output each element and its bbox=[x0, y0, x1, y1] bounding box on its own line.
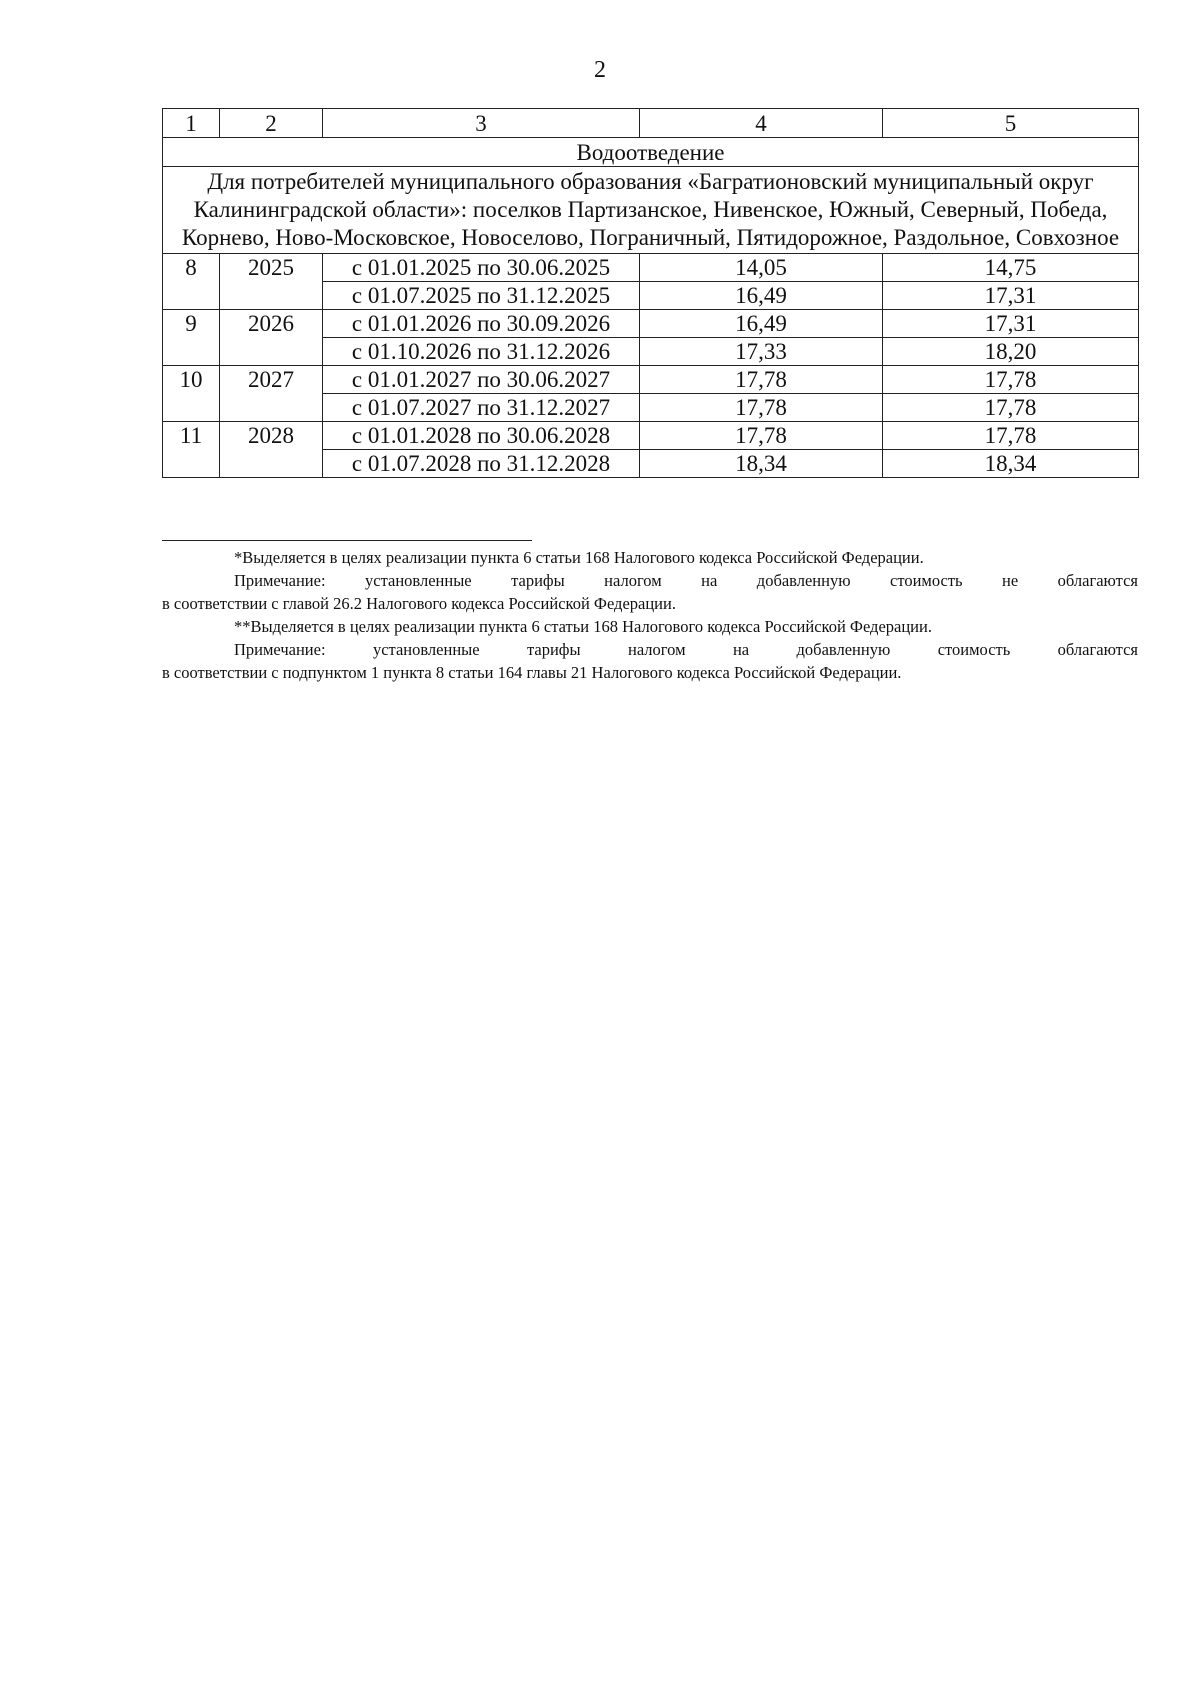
table-row bbox=[163, 422, 1139, 450]
table-row bbox=[163, 310, 1139, 338]
tariff-col5: 17,31 bbox=[883, 282, 1139, 310]
tariff-col5: 18,34 bbox=[883, 450, 1139, 478]
footnote-single-asterisk: *Выделяется в целях реализации пункта 6 статьи 168 Налогового кодекса Российской Федерации. bbox=[234, 548, 924, 567]
page-number: 2 bbox=[594, 57, 606, 83]
year-cell: 2027 bbox=[220, 366, 323, 422]
tariff-table bbox=[162, 108, 1139, 478]
year-cell: 2026 bbox=[220, 310, 323, 366]
section-title: Водоотведение bbox=[163, 138, 1139, 167]
consumer-description: Для потребителей муниципального образования «Багратионовский муниципальный округ Калининградской области»: поселков Партизанское, Нивенское, Южный, Северный, Победа, Корнево, Ново-Московское, Новоселово, Пограничный, Пятидорожное, Раздольное, Совхозное bbox=[163, 167, 1139, 254]
column-header: 4 bbox=[640, 109, 883, 138]
row-number: 10 bbox=[163, 366, 220, 422]
column-number-row bbox=[163, 109, 1139, 138]
column-header: 3 bbox=[323, 109, 640, 138]
column-header: 5 bbox=[883, 109, 1139, 138]
tariff-col4: 17,78 bbox=[640, 422, 883, 450]
column-header: 1 bbox=[163, 109, 220, 138]
tariff-col4: 14,05 bbox=[640, 254, 883, 282]
tariff-col5: 17,78 bbox=[883, 394, 1139, 422]
tariff-col4: 16,49 bbox=[640, 282, 883, 310]
remark-line: в соответствии с главой 26.2 Налогового кодекса Российской Федерации. bbox=[162, 594, 676, 613]
period-cell: с 01.01.2028 по 30.06.2028 bbox=[323, 422, 640, 450]
period-cell: с 01.01.2027 по 30.06.2027 bbox=[323, 366, 640, 394]
period-cell: с 01.01.2025 по 30.06.2025 bbox=[323, 254, 640, 282]
period-cell: с 01.01.2026 по 30.09.2026 bbox=[323, 310, 640, 338]
remark-line: Примечание: установленные тарифы налогом на добавленную стоимость облагаются bbox=[234, 640, 1138, 659]
row-number: 9 bbox=[163, 310, 220, 366]
footnote-separator bbox=[162, 540, 532, 541]
period-cell: с 01.07.2027 по 31.12.2027 bbox=[323, 394, 640, 422]
tariff-col5: 17,78 bbox=[883, 366, 1139, 394]
tariff-col5: 17,31 bbox=[883, 310, 1139, 338]
year-cell: 2028 bbox=[220, 422, 323, 478]
tariff-col4: 17,33 bbox=[640, 338, 883, 366]
table-row bbox=[163, 254, 1139, 282]
footnote-double-asterisk: **Выделяется в целях реализации пункта 6 статьи 168 Налогового кодекса Российской Федерации. bbox=[234, 617, 932, 636]
period-cell: с 01.07.2028 по 31.12.2028 bbox=[323, 450, 640, 478]
tariff-col4: 18,34 bbox=[640, 450, 883, 478]
tariff-col5: 17,78 bbox=[883, 422, 1139, 450]
row-number: 11 bbox=[163, 422, 220, 478]
tariff-col5: 18,20 bbox=[883, 338, 1139, 366]
year-cell: 2025 bbox=[220, 254, 323, 310]
table-row bbox=[163, 366, 1139, 394]
remark-line: в соответствии с подпунктом 1 пункта 8 статьи 164 главы 21 Налогового кодекса Российской Федерации. bbox=[162, 663, 902, 682]
section-title-row bbox=[163, 138, 1139, 167]
tariff-col4: 17,78 bbox=[640, 366, 883, 394]
period-cell: с 01.07.2025 по 31.12.2025 bbox=[323, 282, 640, 310]
tariff-col4: 17,78 bbox=[640, 394, 883, 422]
tariff-col4: 16,49 bbox=[640, 310, 883, 338]
column-header: 2 bbox=[220, 109, 323, 138]
period-cell: с 01.10.2026 по 31.12.2026 bbox=[323, 338, 640, 366]
footnotes bbox=[162, 546, 1138, 684]
row-number: 8 bbox=[163, 254, 220, 310]
tariff-col5: 14,75 bbox=[883, 254, 1139, 282]
remark-line: Примечание: установленные тарифы налогом на добавленную стоимость не облагаются bbox=[234, 571, 1138, 590]
consumer-description-row bbox=[163, 167, 1139, 254]
